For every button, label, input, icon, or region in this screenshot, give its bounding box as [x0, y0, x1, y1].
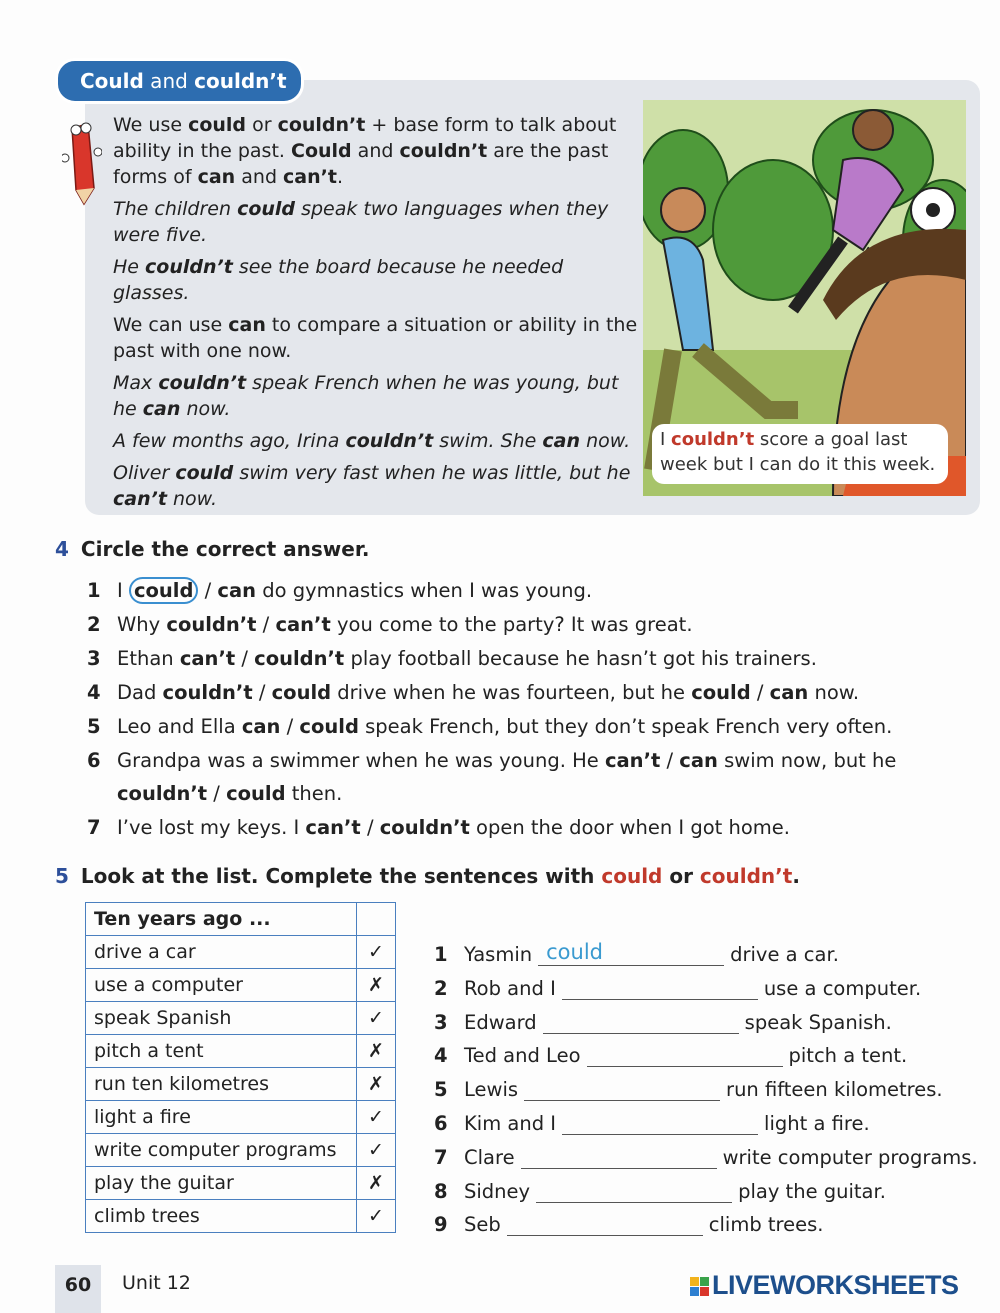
bold-word[interactable]: can	[679, 749, 718, 772]
text-segment: /	[660, 749, 680, 772]
example-sentence	[113, 460, 638, 512]
subject: Lewis	[464, 1078, 519, 1102]
text-segment: /	[750, 681, 770, 704]
text-segment: .	[336, 166, 344, 188]
highlight-word: couldn’t	[671, 429, 755, 450]
item-number: 3	[434, 1010, 448, 1034]
text-segment: or	[662, 864, 700, 888]
bold-word[interactable]: couldn’t	[162, 681, 253, 704]
bold-word[interactable]: could	[271, 681, 332, 704]
sentence-item	[434, 1173, 886, 1203]
text-segment: you come to the party? It was great.	[330, 613, 693, 636]
sentence-item	[434, 1071, 943, 1101]
exercise-4-heading	[55, 537, 369, 561]
table-row	[86, 1167, 396, 1200]
text-segment: and	[143, 69, 195, 93]
subject: Rob and I	[464, 976, 556, 1000]
answer-input[interactable]	[543, 1007, 739, 1034]
table-row	[86, 1002, 396, 1035]
bold-word[interactable]: could	[691, 681, 751, 704]
check-icon: ✓	[357, 936, 396, 969]
item-text	[117, 744, 917, 810]
subject: Edward	[464, 1010, 537, 1034]
item-number: 1	[434, 943, 448, 966]
text-segment: /	[235, 647, 255, 670]
table-row	[86, 1101, 396, 1134]
sentence-rest: pitch a tent.	[788, 1044, 908, 1068]
text-segment: Oliver	[113, 462, 176, 484]
text-segment: I’ve lost my keys. I	[117, 816, 306, 839]
bold-word[interactable]: can	[241, 715, 281, 738]
item-number: 6	[87, 749, 101, 772]
grammar-rule	[113, 312, 638, 364]
text-segment: drive when he was fourteen, but he	[331, 681, 692, 704]
text-segment: swim very fast when he was little, but he	[233, 462, 631, 484]
text-segment: He	[113, 256, 146, 278]
item-number: 5	[87, 715, 101, 738]
text-segment: Max	[113, 372, 159, 394]
sentence-rest: light a fire.	[764, 1112, 870, 1135]
answer-input[interactable]	[562, 973, 758, 1000]
answer-input[interactable]	[524, 1074, 720, 1101]
bold-word[interactable]: couldn’t	[254, 647, 345, 670]
exercise-item	[87, 710, 937, 743]
text-segment: + base form to talk about ability in the past.	[113, 114, 617, 162]
activity: write computer programs	[86, 1134, 357, 1167]
bold-word[interactable]: couldn’t	[117, 782, 208, 805]
bold-word: couldn’t	[158, 372, 247, 394]
subject: Kim and I	[464, 1112, 557, 1135]
activity: drive a car	[86, 936, 357, 969]
answer-input[interactable]	[587, 1040, 783, 1067]
check-icon: ✓	[357, 1200, 396, 1233]
sentence-rest: drive a car.	[730, 943, 839, 966]
text-segment: open the door when I got home.	[469, 816, 790, 839]
bold-word: can	[142, 398, 181, 420]
activity: pitch a tent	[86, 1035, 357, 1068]
exercise-item	[87, 574, 937, 607]
text-segment: /	[256, 613, 276, 636]
exercise-instruction: Circle the correct answer.	[80, 537, 370, 561]
bold-word: Could	[291, 140, 352, 162]
bold-word: couldn’t	[399, 140, 488, 162]
text-segment: Dad	[117, 681, 163, 704]
table-row	[86, 1068, 396, 1101]
bold-word[interactable]: couldn’t	[379, 816, 470, 839]
example-sentence	[113, 370, 638, 422]
text-segment: are the past forms of	[113, 140, 609, 188]
activity: run ten kilometres	[86, 1068, 357, 1101]
subject: Clare	[464, 1145, 515, 1169]
item-number: 9	[434, 1213, 448, 1237]
text-segment: score a goal last week but I can do it this week.	[660, 429, 936, 475]
item-number: 6	[434, 1112, 448, 1135]
text-segment: do gymnastics when I was young.	[256, 579, 593, 602]
text-segment: see the board because he needed glasses.	[113, 256, 564, 304]
text-segment: /	[252, 681, 272, 704]
text-segment: now.	[580, 430, 631, 452]
example-sentence	[113, 196, 638, 248]
ten-years-ago-table	[85, 902, 396, 1233]
text-segment: We use	[113, 114, 189, 136]
item-text	[117, 715, 892, 738]
check-icon: ✓	[357, 1002, 396, 1035]
check-icon: ✓	[357, 1101, 396, 1134]
activity: use a computer	[86, 969, 357, 1002]
exercise-item	[87, 608, 937, 641]
text-segment: /	[198, 579, 218, 602]
bold-word[interactable]: could	[226, 782, 286, 805]
answer-input[interactable]	[538, 939, 724, 966]
exercise-5-heading	[55, 864, 800, 888]
sentence-rest: run fifteen kilometres.	[726, 1078, 943, 1102]
activity: climb trees	[86, 1200, 357, 1233]
text-segment: We can use	[113, 314, 229, 336]
cross-icon: ✗	[357, 1167, 396, 1200]
cross-icon: ✗	[357, 969, 396, 1002]
exercise-number: 5	[55, 864, 69, 888]
text-segment: then.	[285, 782, 343, 805]
exercise-item	[87, 676, 937, 709]
item-number: 1	[87, 579, 101, 602]
text-segment: now.	[180, 398, 231, 420]
text-segment: Why	[117, 613, 167, 636]
text-segment: speak two languages when they were five.	[113, 198, 609, 246]
table-header-mark	[357, 903, 396, 936]
table-row	[86, 969, 396, 1002]
exercise-item	[87, 642, 937, 675]
sentence-item	[434, 1206, 823, 1236]
bold-word: can	[228, 314, 266, 336]
bold-word[interactable]: can’t	[275, 613, 331, 636]
activity: speak Spanish	[86, 1002, 357, 1035]
text-segment: A few months ago, Irina	[113, 430, 346, 452]
text-segment: play football because he hasn’t got his trainers.	[344, 647, 817, 670]
exercise-number: 4	[55, 537, 69, 561]
text-segment: Leo and Ella	[117, 715, 242, 738]
sentence-item	[434, 936, 839, 966]
text-segment: speak French when he was young, but he	[113, 372, 619, 420]
bold-word: couldn’t	[345, 430, 434, 452]
sentence-rest: climb trees.	[708, 1213, 824, 1237]
bold-word[interactable]: can’t	[305, 816, 361, 839]
activity: play the guitar	[86, 1167, 357, 1200]
item-number: 7	[87, 816, 101, 839]
text-segment: swim now, but he	[717, 749, 897, 772]
item-number: 5	[434, 1078, 448, 1102]
bold-word: couldn’t	[194, 69, 287, 93]
text-segment: and	[351, 140, 400, 162]
bold-word: Could	[80, 69, 144, 93]
table-row	[86, 1134, 396, 1167]
sentence-item	[434, 1139, 978, 1169]
grammar-rule	[113, 112, 638, 190]
liveworksheets-logo	[690, 1270, 959, 1301]
exercise-item	[87, 811, 937, 844]
text-segment: now.	[166, 488, 217, 510]
speech-bubble	[652, 424, 948, 484]
bold-word[interactable]: can	[217, 579, 257, 602]
answer-input[interactable]	[562, 1108, 758, 1135]
exercise-item	[87, 744, 937, 810]
item-text	[117, 681, 859, 704]
text-segment: Grandpa was a swimmer when he was young. He	[117, 749, 605, 772]
cross-icon: ✗	[357, 1035, 396, 1068]
bold-word[interactable]: couldn’t	[166, 613, 257, 636]
answer-input[interactable]	[507, 1209, 703, 1236]
item-text	[117, 613, 693, 636]
bold-word: could	[237, 198, 296, 220]
subject: Yasmin	[464, 943, 533, 966]
item-number: 8	[434, 1179, 448, 1203]
text-segment: /	[360, 816, 380, 839]
sentence-item	[434, 970, 921, 1000]
check-icon: ✓	[357, 1134, 396, 1167]
text-segment: Look at the list. Complete the sentences with	[80, 864, 602, 888]
grammar-title	[55, 58, 304, 104]
item-number: 3	[87, 647, 101, 670]
example-sentence	[113, 428, 638, 454]
sentence-rest: write computer programs.	[722, 1145, 978, 1169]
highlight-word: could	[601, 864, 663, 888]
item-text	[117, 577, 592, 604]
bold-word: could	[175, 462, 234, 484]
subject: Seb	[464, 1213, 501, 1237]
text-segment: I	[660, 429, 672, 450]
bold-word[interactable]: can	[769, 681, 809, 704]
activity: light a fire	[86, 1101, 357, 1134]
sentence-item	[434, 1105, 870, 1135]
bold-word: can	[197, 166, 236, 188]
exercise-instruction	[81, 864, 800, 888]
text-segment: .	[792, 864, 800, 888]
logo-squares-icon	[690, 1277, 709, 1296]
pencil-mascot-icon	[62, 118, 102, 208]
sentence-item	[434, 1037, 907, 1067]
sentence-rest: use a computer.	[763, 976, 922, 1000]
item-number: 2	[87, 613, 101, 636]
subject: Sidney	[464, 1179, 531, 1203]
item-number: 4	[434, 1044, 448, 1068]
table-row	[86, 1035, 396, 1068]
circled-answer[interactable]: could	[129, 577, 198, 604]
sentence-item	[434, 1004, 892, 1034]
bold-word[interactable]: could	[299, 715, 359, 738]
text-segment: /	[280, 715, 300, 738]
item-number: 7	[434, 1145, 448, 1169]
page-number: 60	[55, 1265, 101, 1313]
table-header: Ten years ago ...	[86, 903, 357, 936]
text-segment: The children	[113, 198, 238, 220]
unit-label: Unit 12	[122, 1272, 191, 1294]
bold-word: can’t	[113, 488, 167, 510]
bold-word: could	[188, 114, 247, 136]
table-row	[86, 1200, 396, 1233]
grammar-explanation	[113, 112, 638, 518]
highlight-word: couldn’t	[699, 864, 793, 888]
text-segment: I	[117, 579, 129, 602]
text-segment: now.	[808, 681, 860, 704]
logo-text: LIVEWORKSHEETS	[712, 1270, 959, 1300]
subject: Ted and Leo	[464, 1044, 581, 1068]
example-sentence	[113, 254, 638, 306]
sentence-rest: speak Spanish.	[744, 1010, 892, 1034]
text-segment: to compare a situation or ability in the past with one now.	[113, 314, 638, 362]
table-row	[86, 936, 396, 969]
text-segment: and	[235, 166, 284, 188]
item-text	[117, 647, 817, 670]
bold-word: couldn’t	[277, 114, 366, 136]
text-segment: or	[246, 114, 278, 136]
text-segment: swim. She	[433, 430, 543, 452]
item-number: 2	[434, 976, 448, 1000]
cross-icon: ✗	[357, 1068, 396, 1101]
bold-word: can	[542, 430, 581, 452]
text-segment: speak French, but they don’t speak French very often.	[358, 715, 893, 738]
sentence-rest: play the guitar.	[738, 1179, 886, 1203]
item-text	[117, 816, 790, 839]
bold-word[interactable]: can’t	[179, 647, 236, 670]
answer-input[interactable]	[536, 1176, 732, 1203]
bold-word[interactable]: can’t	[604, 749, 661, 772]
bold-word: can’t	[283, 166, 337, 188]
text-segment: Ethan	[117, 647, 180, 670]
bold-word: couldn’t	[145, 256, 233, 278]
text-segment: /	[207, 782, 227, 805]
item-number: 4	[87, 681, 101, 704]
answer-input[interactable]	[521, 1142, 717, 1169]
